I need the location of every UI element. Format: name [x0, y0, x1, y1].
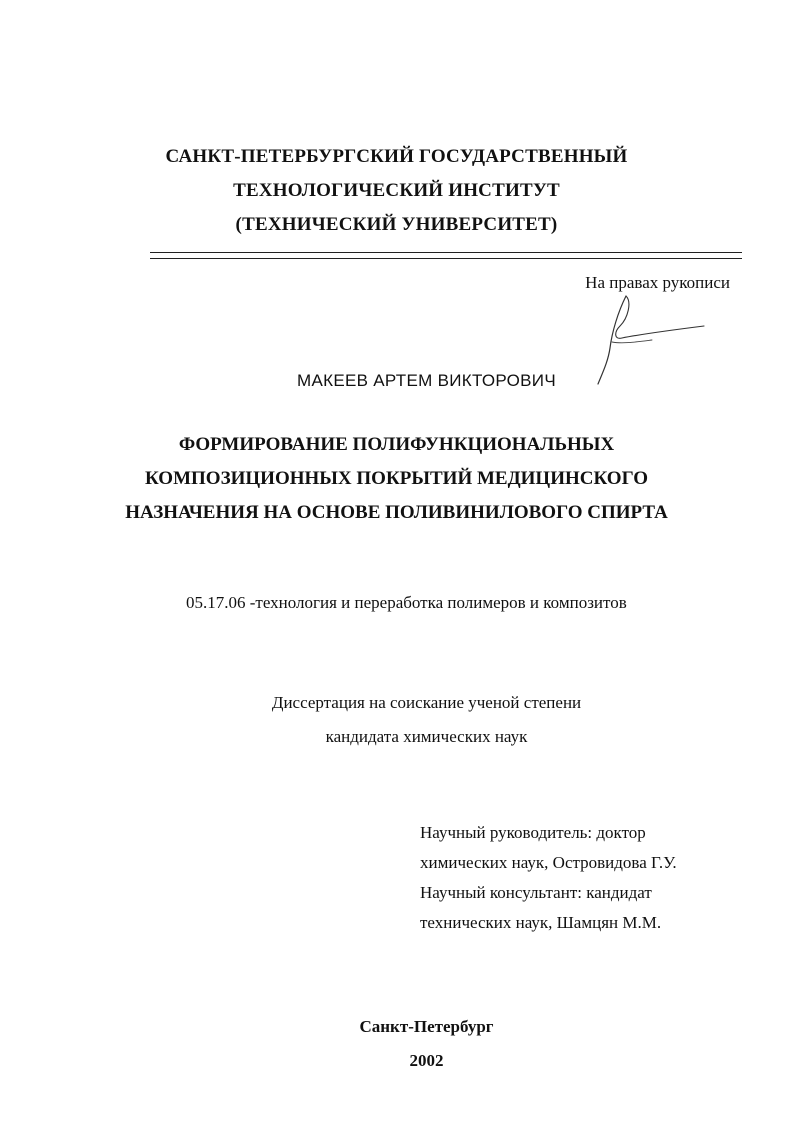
advisor-line: Научный руководитель: доктор — [420, 823, 646, 842]
footer-city: Санкт-Петербург — [359, 1017, 494, 1036]
title-line: НАЗНАЧЕНИЯ НА ОСНОВЕ ПОЛИВИНИЛОВОГО СПИРТА — [125, 502, 668, 523]
header-rule-bottom — [150, 258, 742, 259]
institution-line: (ТЕХНИЧЕСКИЙ УНИВЕРСИТЕТ) — [235, 214, 558, 235]
degree-line: Диссертация на соискание ученой степени — [271, 693, 582, 712]
institution-line: САНКТ-ПЕТЕРБУРГСКИЙ ГОСУДАРСТВЕННЫЙ — [165, 146, 628, 167]
footer-year: 2002 — [409, 1051, 444, 1070]
header-rule-top — [150, 252, 742, 253]
title-line: КОМПОЗИЦИОННЫХ ПОКРЫТИЙ МЕДИЦИНСКОГО — [145, 468, 648, 489]
advisor-line: химических наук, Островидова Г.У. — [420, 853, 677, 872]
degree-line: кандидата химических наук — [325, 727, 528, 746]
institution-line: ТЕХНОЛОГИЧЕСКИЙ ИНСТИТУТ — [233, 180, 560, 201]
footer — [0, 1010, 793, 1078]
manuscript-note: На правах рукописи — [585, 273, 730, 292]
specialty-code: 05.17.06 -технология и переработка полимеров и композитов — [186, 593, 627, 612]
degree-statement — [0, 686, 793, 754]
dissertation-title — [0, 428, 793, 530]
institution-header — [0, 140, 793, 242]
author-name: МАКЕЕВ АРТЕМ ВИКТОРОВИЧ — [297, 371, 556, 390]
advisor-line: технических наук, Шамцян М.М. — [420, 913, 662, 932]
advisor-line: Научный консультант: кандидат — [420, 883, 652, 902]
title-line: ФОРМИРОВАНИЕ ПОЛИФУНКЦИОНАЛЬНЫХ — [178, 434, 615, 455]
advisors-block — [420, 818, 677, 938]
